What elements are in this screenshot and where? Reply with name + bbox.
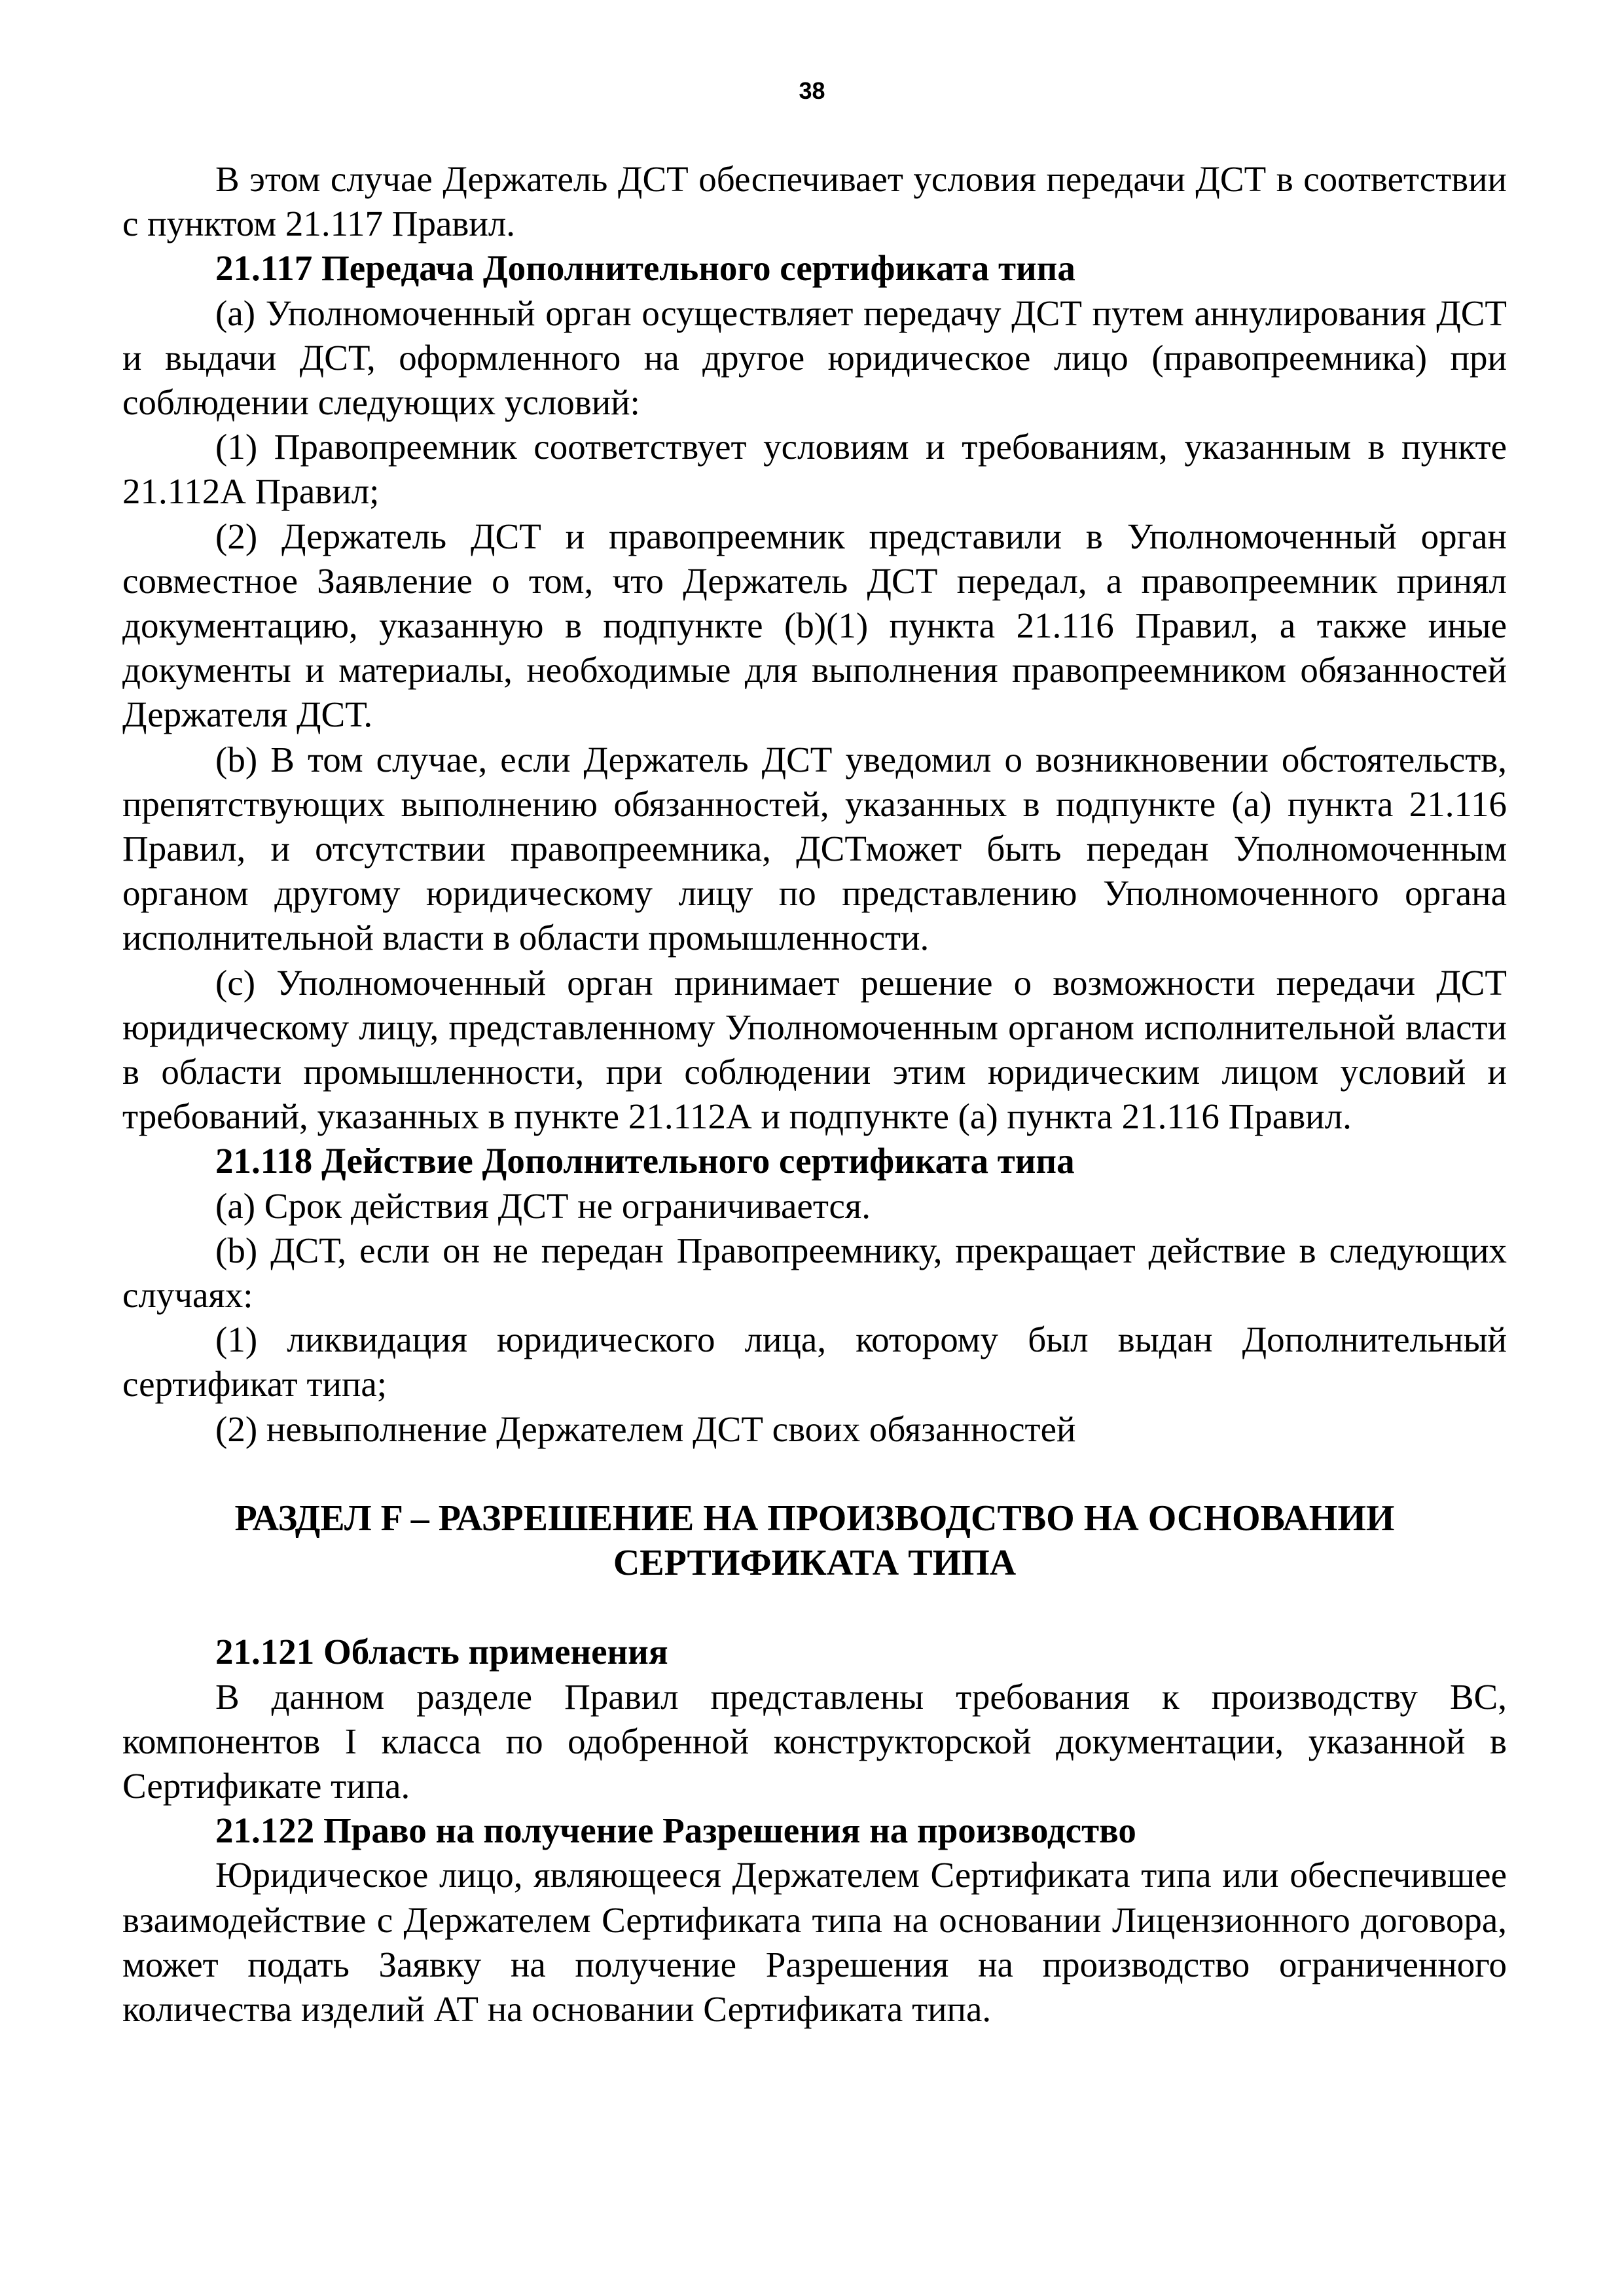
paragraph-21-117-a-2: (2) Держатель ДСТ и правопреемник представили в Уполномоченный орган совместное Заявление о том, что Держатель ДСТ передал, а правопреемник принял документацию, указанную в подпункте (b)(1) пункта 21.116 Правил, а также иные документы и материалы, необходимые для выполнения правопреемником обязанностей Держателя ДСТ.: [122, 516, 1507, 735]
heading-21-122: 21.122 Право на получение Разрешения на производство: [215, 1810, 1136, 1851]
paragraph-21-118-b-2: (2) невыполнение Держателем ДСТ своих обязанностей: [215, 1408, 1076, 1449]
paragraph-21-121: В данном разделе Правил представлены требования к производству ВС, компонентов I класса по одобренной конструкторской документации, указанной в Сертификате типа.: [122, 1676, 1507, 1806]
paragraph-21-117-a-1: (1) Правопреемник соответствует условиям и требованиям, указанным в пункте 21.112А Правил;: [122, 427, 1507, 512]
heading-21-121: 21.121 Область применения: [215, 1632, 668, 1672]
paragraph-21-117-c: (c) Уполномоченный орган принимает решение о возможности передачи ДСТ юридическому лицу, представленному Уполномоченным органом исполнительной власти в области промышленности, при соблюдении этим юридическим лицом условий и требований, указанных в пункте 21.112А и подпункте (a) пункта 21.116 Правил.: [122, 962, 1507, 1137]
section-title-line-1: РАЗДЕЛ F – РАЗРЕШЕНИЕ НА ПРОИЗВОДСТВО НА ОСНОВАНИИ: [234, 1498, 1395, 1539]
paragraph-21-118-a: (a) Срок действия ДСТ не ограничивается.: [215, 1185, 871, 1226]
section-title-line-2: СЕРТИФИКАТА ТИПА: [613, 1543, 1017, 1584]
section-title: [122, 1496, 1507, 1585]
paragraph-21-118-b-1: (1) ликвидация юридического лица, которому был выдан Дополнительный сертификат типа;: [122, 1319, 1507, 1405]
paragraph-21-117-b: (b) В том случае, если Держатель ДСТ уведомил о возникновении обстоятельств, препятствующих выполнению обязанностей, указанных в подпункте (a) пункта 21.116 Правил, и отсутствии правопреемника, ДСТможет быть передан Уполномоченным органом другому юридическому лицу по представлению Уполномоченного органа исполнительной власти в области промышленности.: [122, 739, 1507, 958]
heading-21-118: 21.118 Действие Дополнительного сертификата типа: [215, 1141, 1075, 1181]
paragraph-21-122: Юридическое лицо, являющееся Держателем Сертификата типа или обеспечившее взаимодействие с Держателем Сертификата типа на основании Лицензионного договора, может подать Заявку на получение Разрешения на производство ограниченного количества изделий АТ на основании Сертификата типа.: [122, 1855, 1507, 2029]
paragraph-intro: В этом случае Держатель ДСТ обеспечивает условия передачи ДСТ в соответствии с пунктом 21.117 Правил.: [122, 159, 1507, 244]
document-body: [122, 157, 1507, 2032]
page-number: 38: [799, 77, 825, 104]
paragraph-21-117-a: (a) Уполномоченный орган осуществляет передачу ДСТ путем аннулирования ДСТ и выдачи ДСТ, оформленного на другое юридическое лицо (правопреемника) при соблюдении следующих условий:: [122, 293, 1507, 423]
heading-21-117: 21.117 Передача Дополнительного сертификата типа: [215, 248, 1075, 289]
paragraph-21-118-b: (b) ДСТ, если он не передан Правопреемнику, прекращает действие в следующих случаях:: [122, 1230, 1507, 1316]
